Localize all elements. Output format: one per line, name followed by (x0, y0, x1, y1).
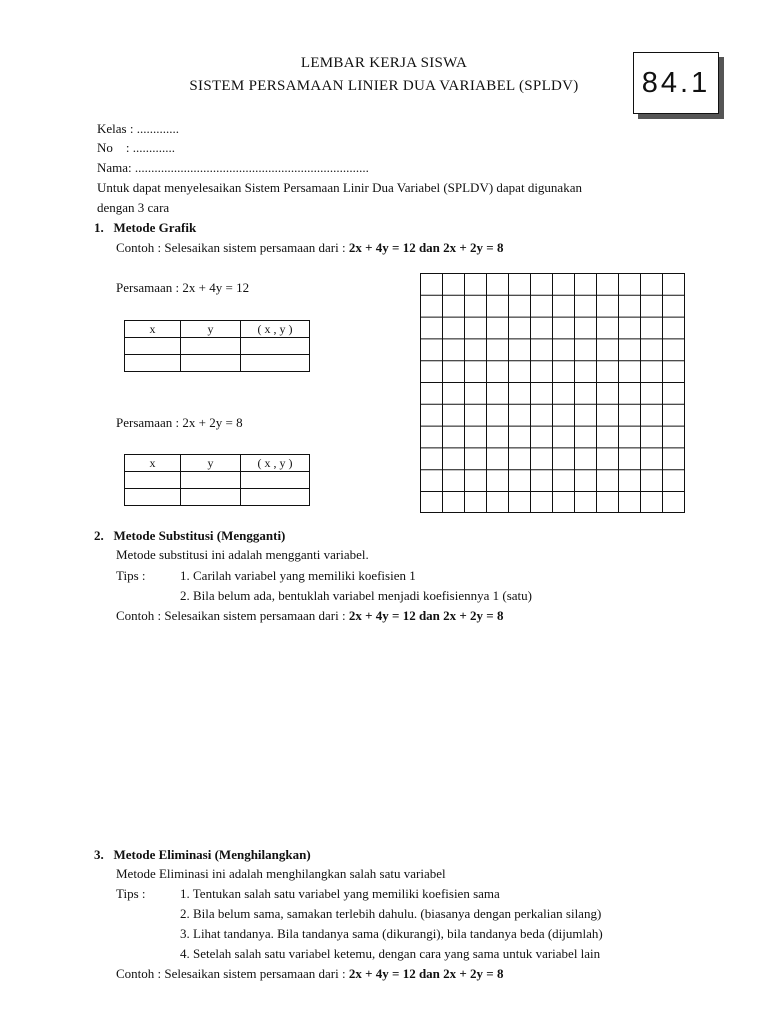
no-field: No : ............. (97, 140, 175, 155)
example-prefix: Contoh : Selesaikan sistem persamaan dari : (116, 240, 349, 255)
table-row (125, 489, 310, 506)
table-header-x: x (125, 455, 181, 472)
kelas-field: Kelas : ............. (97, 121, 179, 136)
example-prefix: Contoh : Selesaikan sistem persamaan dari : (116, 966, 349, 981)
intro-line-1: Untuk dapat menyelesaikan Sistem Persamaan Linir Dua Variabel (SPLDV) dapat digunakan (97, 180, 582, 195)
graph-grid[interactable] (420, 273, 686, 514)
table-cell[interactable] (241, 472, 310, 489)
example-prefix: Contoh : Selesaikan sistem persamaan dari : (116, 608, 349, 623)
section-3-description: Metode Eliminasi ini adalah menghilangkan salah satu variabel (116, 866, 446, 881)
grid-vertical-lines (443, 273, 663, 513)
section-3-tip-4: 4. Setelah salah satu variabel ketemu, dengan cara yang sama untuk variabel lain (180, 946, 601, 961)
worksheet-code: 84.1 (633, 52, 719, 114)
table-cell[interactable] (125, 489, 181, 506)
table-cell[interactable] (241, 355, 310, 372)
worksheet-subtitle: SISTEM PERSAMAAN LINIER DUA VARIABEL (SPLDV) (189, 78, 579, 94)
table-cell[interactable] (181, 489, 241, 506)
worksheet-title: LEMBAR KERJA SISWA (300, 55, 468, 71)
section-1-example (116, 240, 503, 256)
table-row (125, 472, 310, 489)
section-3-tip-3: 3. Lihat tandanya. Bila tandanya sama (dikurangi), bila tandanya beda (dijumlah) (180, 926, 603, 941)
table-cell[interactable] (125, 355, 181, 372)
section-3-tip-2: 2. Bila belum sama, samakan terlebih dahulu. (biasanya dengan perkalian silang) (180, 906, 602, 921)
table-cell[interactable] (125, 338, 181, 355)
equation-2-label: Persamaan : 2x + 2y = 8 (116, 415, 243, 430)
section-3-heading: 3. Metode Eliminasi (Menghilangkan) (94, 847, 311, 862)
table-cell[interactable] (181, 355, 241, 372)
table-cell[interactable] (241, 489, 310, 506)
nama-field: Nama: ........................................................................ (97, 160, 369, 175)
example-equations: 2x + 4y = 12 dan 2x + 2y = 8 (348, 608, 504, 623)
table-header-xy: ( x , y ) (241, 455, 310, 472)
section-2-heading: 2. Metode Substitusi (Mengganti) (94, 528, 286, 543)
table-cell[interactable] (241, 338, 310, 355)
table-header-y: y (181, 455, 241, 472)
section-1-heading: 1. Metode Grafik (94, 220, 197, 235)
table-row (125, 338, 310, 355)
section-3-tips-label: Tips : (116, 886, 146, 901)
equation-2-table (124, 454, 310, 506)
equation-1-table (124, 320, 310, 372)
section-2-tip-2: 2. Bila belum ada, bentuklah variabel menjadi koefisiennya 1 (satu) (180, 588, 532, 603)
section-2-example (116, 608, 503, 624)
table-header-row (125, 455, 310, 472)
table-cell[interactable] (181, 472, 241, 489)
table-header-x: x (125, 321, 181, 338)
table-header-y: y (181, 321, 241, 338)
intro-line-2: dengan 3 cara (97, 200, 170, 215)
section-2-tip-1: 1. Carilah variabel yang memiliki koefisien 1 (180, 568, 416, 583)
example-equations: 2x + 4y = 12 dan 2x + 2y = 8 (348, 966, 504, 981)
table-cell[interactable] (181, 338, 241, 355)
example-equations: 2x + 4y = 12 dan 2x + 2y = 8 (348, 240, 504, 255)
section-2-tips-label: Tips : (116, 568, 146, 583)
table-header-xy: ( x , y ) (241, 321, 310, 338)
table-cell[interactable] (125, 472, 181, 489)
section-3-example (116, 966, 503, 982)
section-3-tip-1: 1. Tentukan salah satu variabel yang memiliki koefisien sama (180, 886, 500, 901)
equation-1-label: Persamaan : 2x + 4y = 12 (116, 280, 250, 295)
section-2-description: Metode substitusi ini adalah mengganti variabel. (116, 547, 369, 562)
table-header-row (125, 321, 310, 338)
table-row (125, 355, 310, 372)
